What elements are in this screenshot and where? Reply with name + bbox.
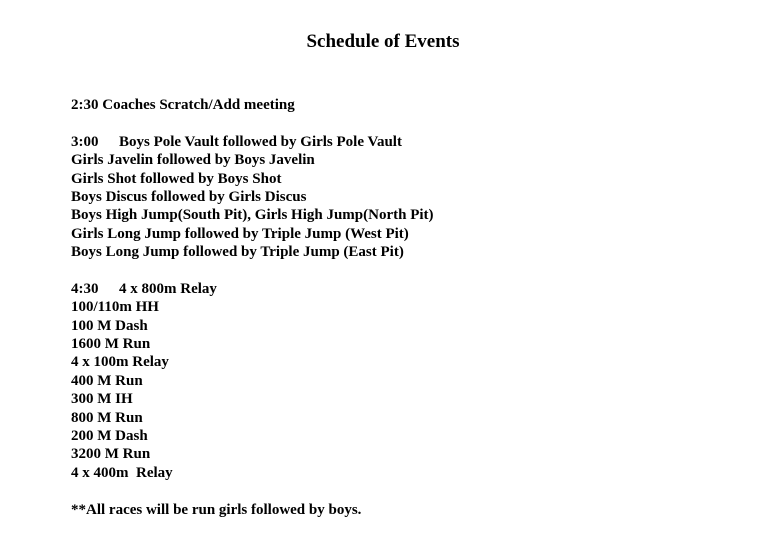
running-event-item: 3200 M Run [71, 446, 151, 463]
field-event-item: Boys Long Jump followed by Triple Jump (East Pit) [71, 244, 404, 261]
spacer [71, 482, 731, 500]
field-events-first-line [71, 133, 731, 151]
running-events-first-line [71, 280, 731, 298]
running-event-item: 4 x 800m Relay [119, 280, 217, 297]
field-event-item: Boys Pole Vault followed by Girls Pole Vault [119, 133, 402, 150]
schedule-body [71, 96, 731, 519]
spacer [71, 114, 731, 132]
running-event-item: 400 M Run [71, 372, 143, 389]
races-note: **All races will be run girls followed by boys. [71, 501, 362, 518]
running-events-time: 4:30 [71, 280, 99, 297]
field-event-item: Girls Shot followed by Boys Shot [71, 170, 282, 187]
field-event-item: Boys High Jump(South Pit), Girls High Jump(North Pit) [71, 207, 434, 224]
running-event-item: 200 M Dash [71, 428, 148, 445]
spacer [71, 262, 731, 280]
running-event-item: 100/110m HH [71, 299, 159, 316]
field-event-item: Girls Long Jump followed by Triple Jump (West Pit) [71, 225, 409, 242]
page-title: Schedule of Events [306, 31, 460, 52]
running-event-item: 4 x 400m Relay [71, 464, 173, 481]
running-event-item: 300 M IH [71, 391, 133, 408]
meeting-line: 2:30 Coaches Scratch/Add meeting [71, 97, 295, 113]
field-events-time: 3:00 [71, 133, 99, 150]
running-event-item: 800 M Run [71, 409, 143, 426]
running-event-item: 1600 M Run [71, 336, 151, 353]
field-event-item: Boys Discus followed by Girls Discus [71, 188, 307, 205]
field-event-item: Girls Javelin followed by Boys Javelin [71, 152, 315, 169]
running-event-item: 4 x 100m Relay [71, 354, 169, 371]
running-event-item: 100 M Dash [71, 317, 148, 334]
